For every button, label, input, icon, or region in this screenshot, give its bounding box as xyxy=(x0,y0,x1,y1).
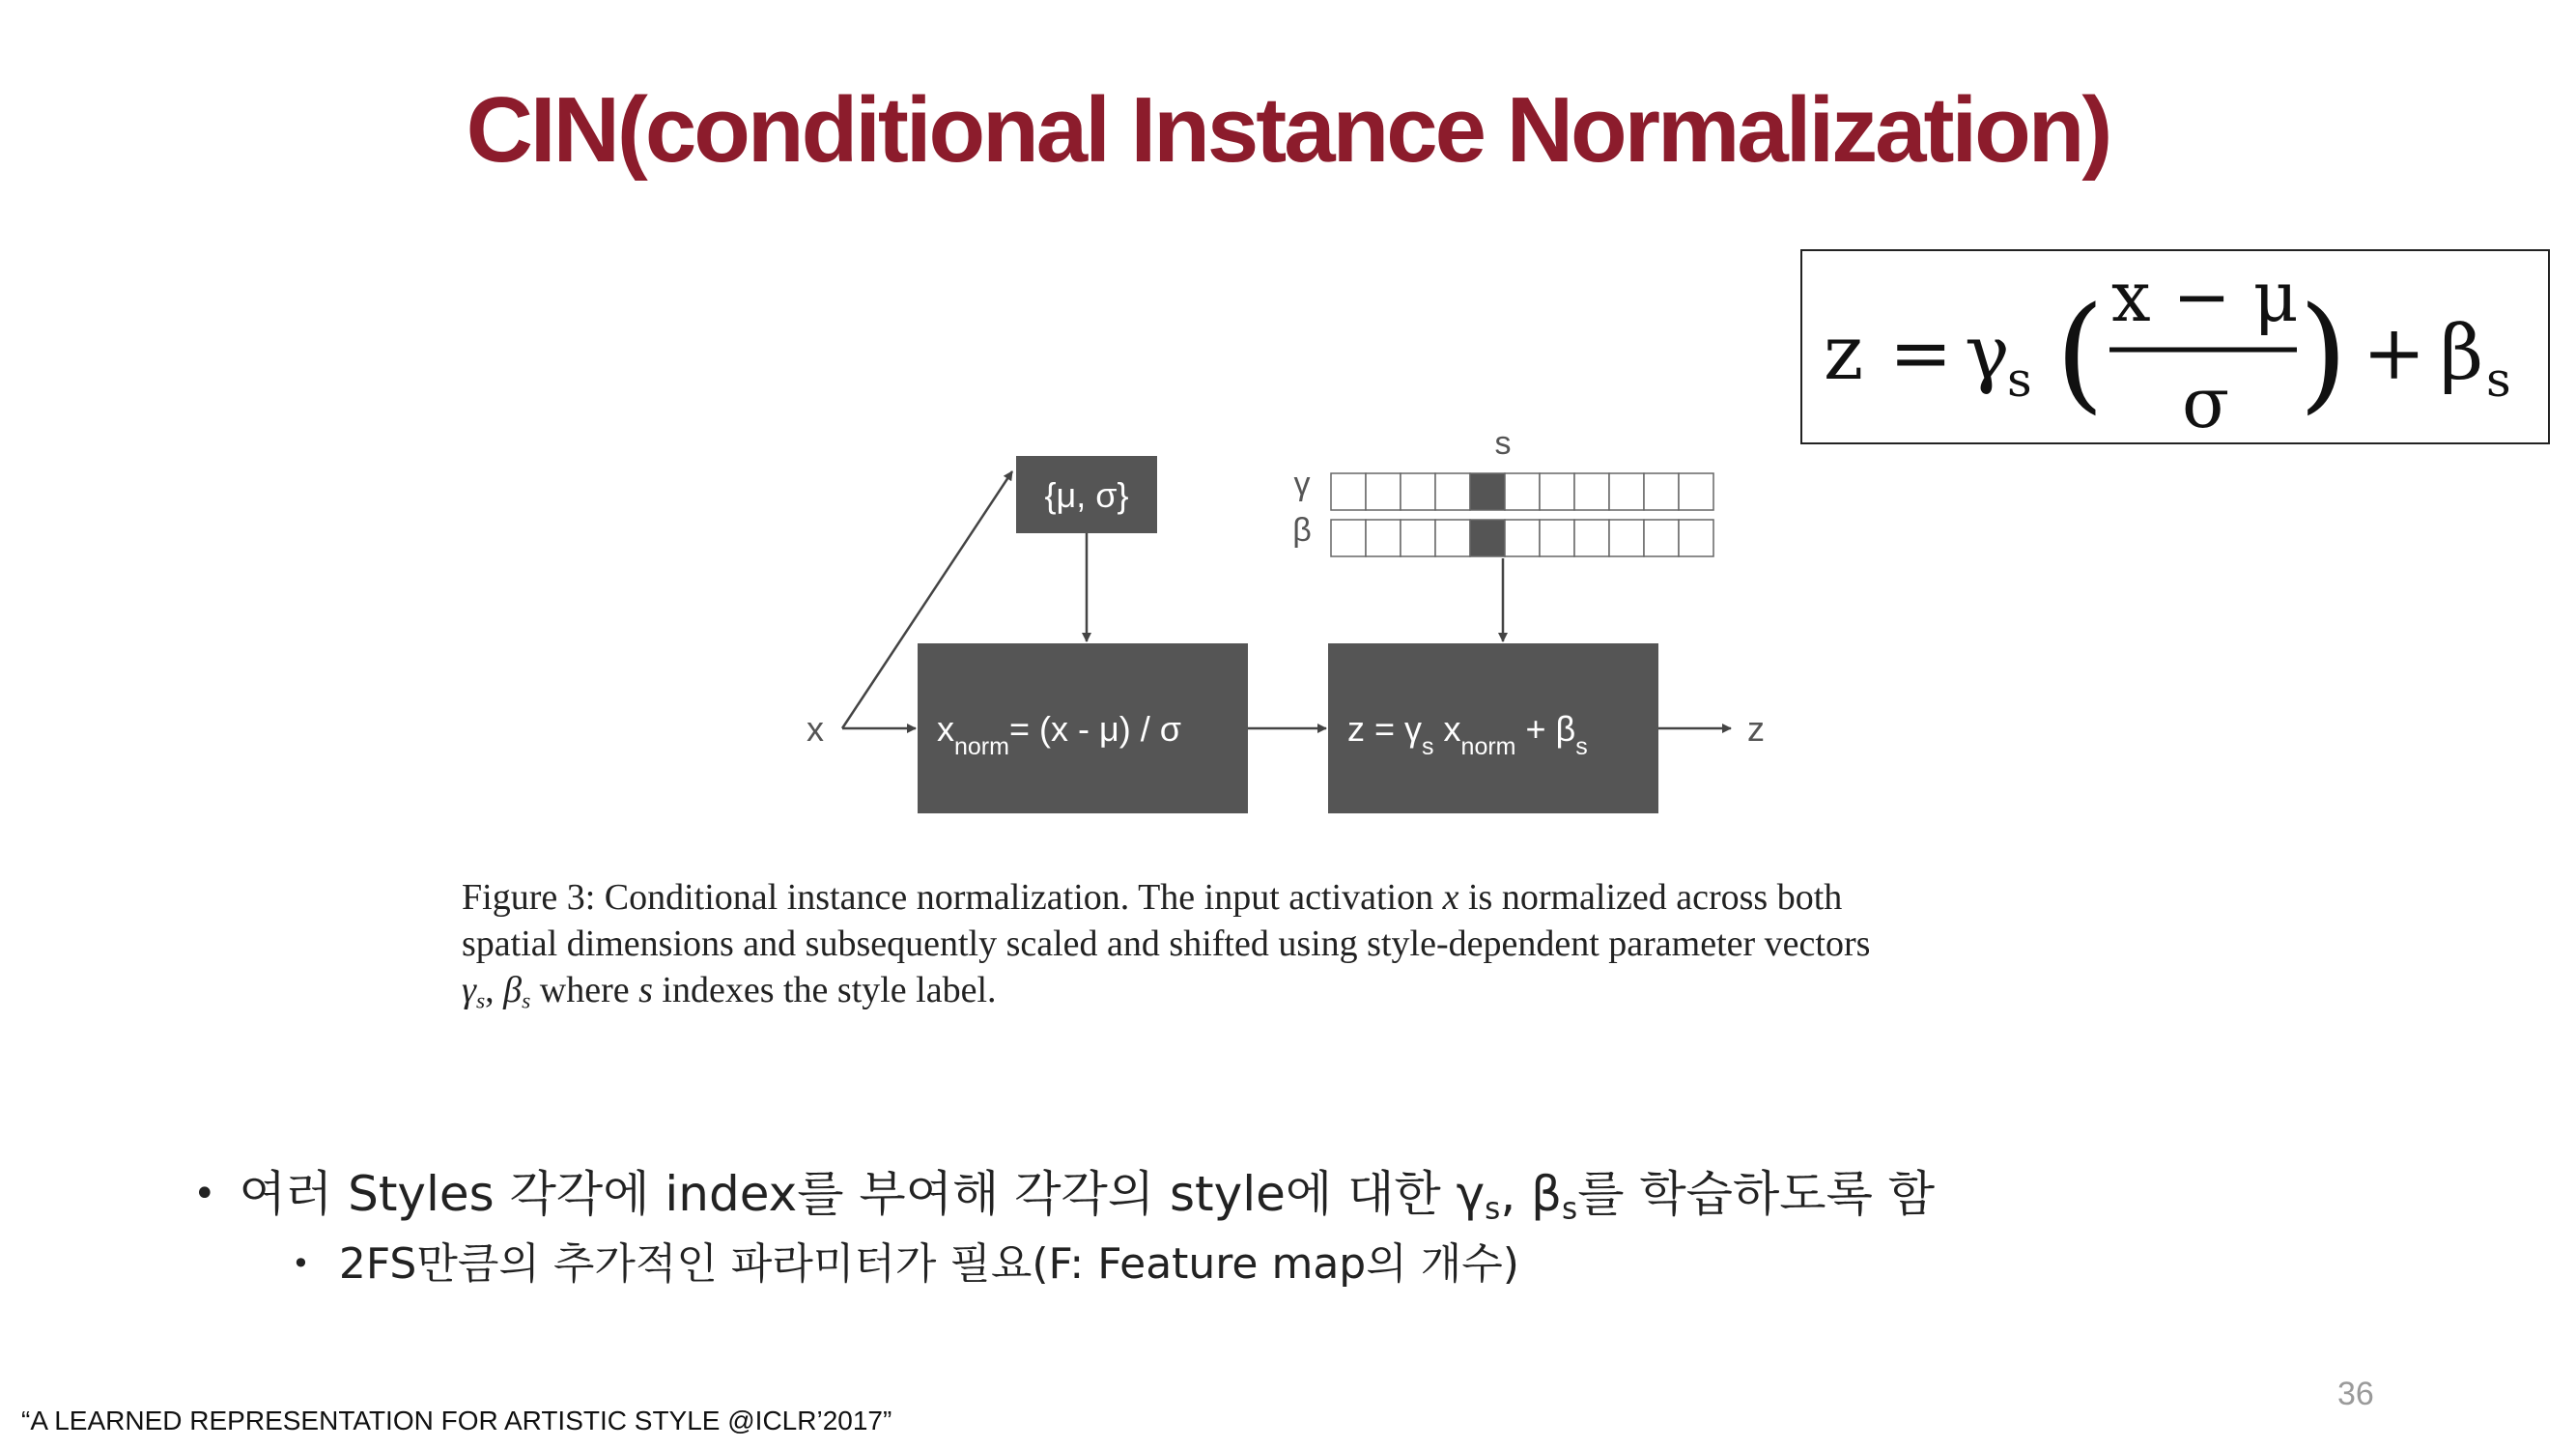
gamma-cell xyxy=(1435,473,1470,510)
stats-label: {μ, σ} xyxy=(1044,475,1129,515)
gamma-cell xyxy=(1679,473,1713,510)
beta-vector xyxy=(1331,520,1713,556)
bullet-level1 xyxy=(193,1155,1935,1227)
bullet-level2 xyxy=(292,1229,1519,1291)
output-label: z xyxy=(1747,709,1765,749)
bullet1-text-a: 여러 Styles 각각에 index를 부여해 각각의 style에 대한 γ xyxy=(239,1166,1486,1222)
norm-rest: = (x - μ) / σ xyxy=(1008,709,1181,749)
gamma-cell xyxy=(1401,473,1435,510)
caption-line-2: spatial dimensions and subsequently scaled and shifted using style-dependent parameter vectors xyxy=(462,923,1871,964)
norm-x-sub: norm xyxy=(954,733,1009,760)
input-label: x xyxy=(807,709,824,749)
beta-cell xyxy=(1574,520,1609,556)
beta-cell xyxy=(1401,520,1435,556)
gamma-vector xyxy=(1331,473,1713,510)
formula-box xyxy=(1800,249,2550,444)
formula-beta-sub: s xyxy=(2486,352,2511,408)
beta-cell xyxy=(1540,520,1574,556)
gamma-cell xyxy=(1505,473,1540,510)
gamma-row-label: γ xyxy=(1293,466,1311,502)
footer-note: “A LEARNED REPRESENTATION FOR ARTISTIC STYLE @ICLR’2017” xyxy=(21,1406,892,1435)
caption-comma: , xyxy=(485,970,504,1010)
formula-open-paren: ( xyxy=(2055,279,2105,426)
formula-plus: + xyxy=(2363,310,2426,397)
beta-cell xyxy=(1679,520,1713,556)
figure-caption xyxy=(462,874,2109,1025)
caption-line-1-text: Figure 3: Conditional instance normalization. The input activation xyxy=(462,877,1443,918)
beta-cell xyxy=(1505,520,1540,556)
bullet-marker: • xyxy=(292,1245,310,1282)
cin-diagram xyxy=(792,425,1816,836)
gamma-cell xyxy=(1366,473,1401,510)
page-number: 36 xyxy=(2337,1376,2374,1412)
caption-where: where xyxy=(530,970,639,1010)
bullet1-sub1: s xyxy=(1485,1191,1501,1227)
formula-denominator: σ xyxy=(2182,362,2230,443)
caption-line-1-end: is normalized across both xyxy=(1458,877,1843,918)
caption-line-3-end: indexes the style label. xyxy=(652,970,997,1010)
bullet1-text-b: , β xyxy=(1500,1166,1563,1222)
beta-cell-selected xyxy=(1470,520,1505,556)
gamma-cell xyxy=(1609,473,1644,510)
caption-math-s: s xyxy=(638,970,653,1010)
gamma-cell xyxy=(1644,473,1679,510)
bullet2-text: 2FS만큼의 추가적인 파라미터가 필요(F: Feature map의 개수) xyxy=(338,1239,1519,1289)
gamma-cell xyxy=(1331,473,1366,510)
cin-diagram-svg xyxy=(792,425,1816,831)
beta-cell xyxy=(1609,520,1644,556)
slide-title: CIN(conditional Instance Normalization) xyxy=(466,78,2110,182)
bullet-marker: • xyxy=(193,1172,216,1216)
affine-gamma-sub: s xyxy=(1422,733,1434,760)
caption-math-gamma: γ xyxy=(462,970,476,1010)
style-index-label: s xyxy=(1494,425,1512,462)
formula-beta: β xyxy=(2440,310,2484,397)
beta-cell xyxy=(1331,520,1366,556)
affine-beta-sub: s xyxy=(1575,733,1588,760)
beta-row-label: β xyxy=(1292,512,1312,549)
caption-math-gamma-sub: s xyxy=(475,988,486,1014)
caption-math-x: x xyxy=(1442,877,1459,918)
formula-close-paren: ) xyxy=(2299,279,2348,426)
formula-lhs: z xyxy=(1824,310,1864,397)
affine-z-eq: z = γ xyxy=(1347,709,1423,749)
caption-math-beta-sub: s xyxy=(522,988,531,1014)
bullet1-text-c: 를 학습하도록 함 xyxy=(1577,1166,1936,1222)
beta-cell xyxy=(1644,520,1679,556)
caption-math-beta: β xyxy=(503,970,523,1010)
affine-x: x xyxy=(1433,709,1461,749)
affine-x-sub: norm xyxy=(1460,733,1516,760)
affine-plus-beta: + β xyxy=(1515,709,1576,749)
formula-svg xyxy=(1802,251,2552,446)
norm-x: x xyxy=(937,709,954,749)
gamma-cell xyxy=(1540,473,1574,510)
formula-gamma: γ xyxy=(1965,310,2010,397)
caption-line-3 xyxy=(462,967,2109,1025)
gamma-cell xyxy=(1574,473,1609,510)
beta-cell xyxy=(1366,520,1401,556)
formula-equals: = xyxy=(1889,310,1953,397)
caption-line-1 xyxy=(462,874,2109,921)
beta-cell xyxy=(1435,520,1470,556)
formula-numerator: x − μ xyxy=(2111,256,2299,337)
gamma-cell-selected xyxy=(1470,473,1505,510)
formula-gamma-sub: s xyxy=(2007,352,2032,408)
bullet1-sub2: s xyxy=(1562,1191,1578,1227)
